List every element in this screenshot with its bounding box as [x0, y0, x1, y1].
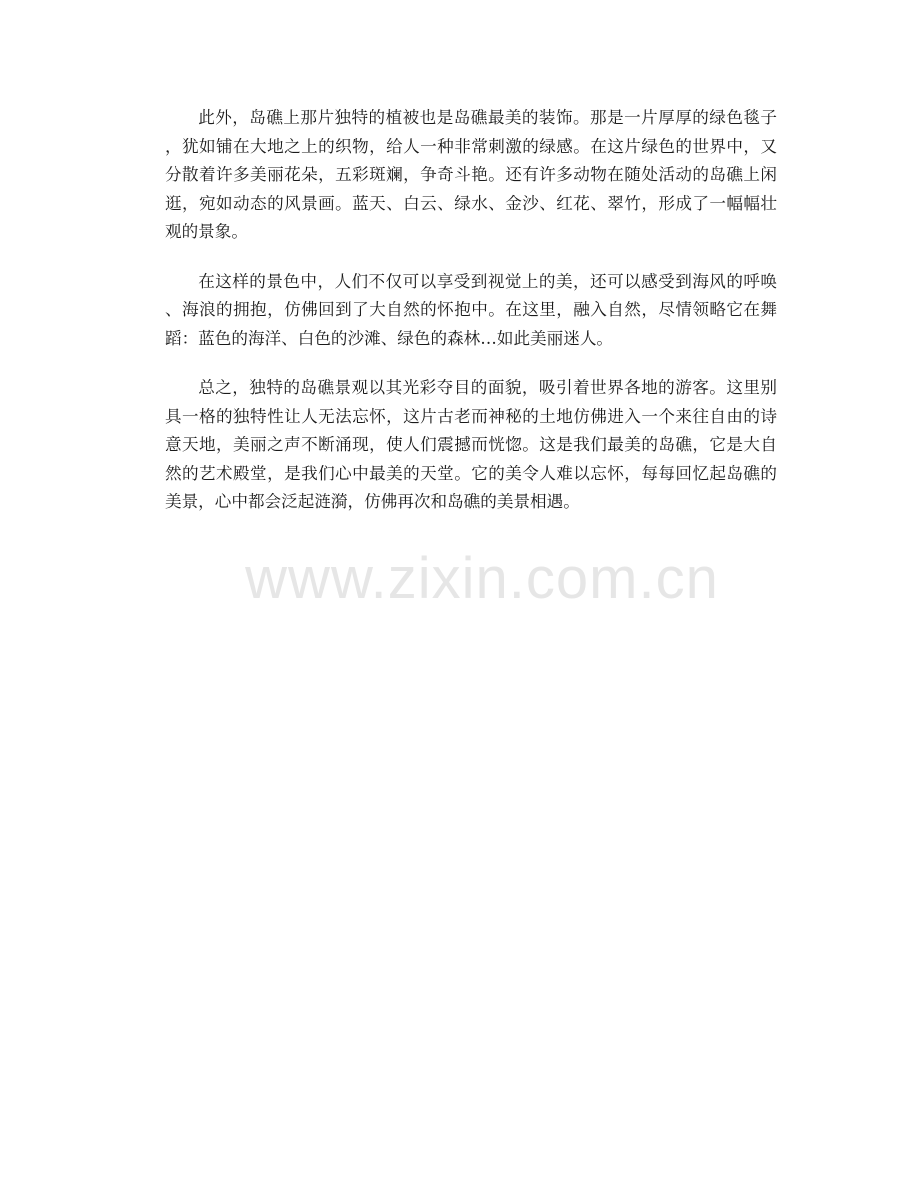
- paragraph-3: 总之，独特的岛礁景观以其光彩夺目的面貌，吸引着世界各地的游客。这里别具一格的独特性让人无法忘怀，这片古老而神秘的土地仿佛进入一个来往自由的诗意天地，美丽之声不断涌现，使人们震撼而恍惚。这是我们最美的岛礁，它是大自然的艺术殿堂，是我们心中最美的天堂。它的美令人难以忘怀，每每回忆起岛礁的美景，心中都会泛起涟漪，仿佛再次和岛礁的美景相遇。: [165, 378, 777, 511]
- paragraph-2: 在这样的景色中，人们不仅可以享受到视觉上的美，还可以感受到海风的呼唤、海浪的拥抱，仿佛回到了大自然的怀抱中。在这里，融入自然，尽情领略它在舞蹈：蓝色的海洋、白色的沙滩、绿色的森林…如此美丽迷人。: [165, 271, 777, 348]
- watermark: www.zixin.com.cn: [245, 546, 719, 611]
- paragraph-1: 此外，岛礁上那片独特的植被也是岛礁最美的装饰。那是一片厚厚的绿色毯子，犹如铺在大地之上的织物，给人一种非常刺激的绿感。在这片绿色的世界中，又分散着许多美丽花朵，五彩斑斓，争奇斗艳。还有许多动物在随处活动的岛礁上闲逛，宛如动态的风景画。蓝天、白云、绿水、金沙、红花、翠竹，形成了一幅幅壮观的景象。: [165, 108, 777, 241]
- document-body: [165, 104, 777, 538]
